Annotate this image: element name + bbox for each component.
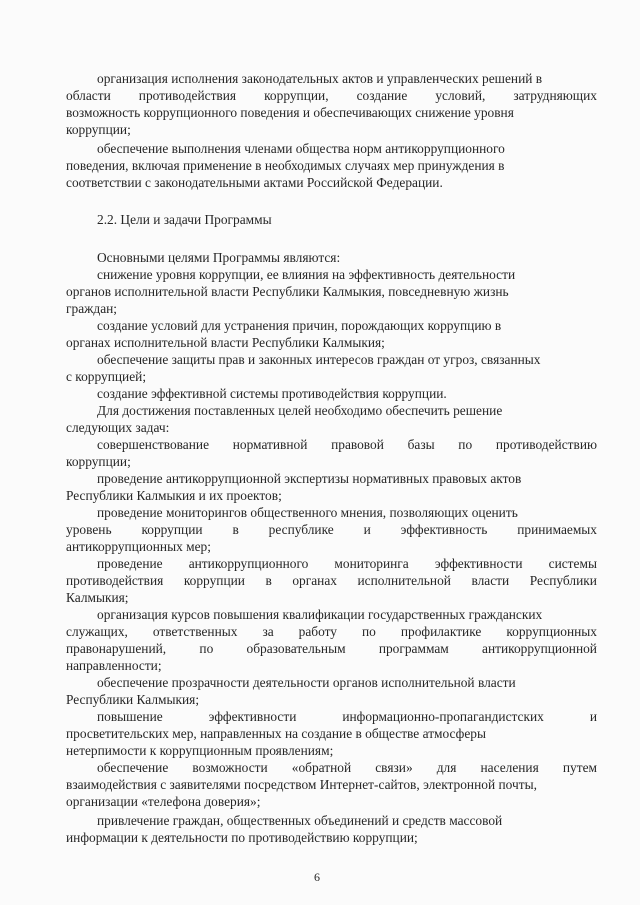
text-line: совершенствование нормативной правовой базы по противодействию (97, 437, 597, 452)
text-line: создание условий для устранения причин, порождающих коррупцию в (97, 318, 502, 333)
text-line: правонарушений, по образовательным программам антикоррупционной (66, 641, 597, 656)
text-line: обеспечение прозрачности деятельности органов исполнительной власти (97, 675, 516, 690)
text-line: снижение уровня коррупции, ее влияния на эффективность деятельности (97, 267, 516, 282)
text-line: следующих задач: (66, 420, 170, 435)
text-line: привлечение граждан, общественных объединений и средств массовой (97, 813, 503, 828)
text-line: проведение мониторингов общественного мнения, позволяющих оценить (97, 505, 518, 520)
text-line: антикоррупционных мер; (66, 539, 211, 554)
text-line: противодействия коррупции в органах исполнительной власти Республики (66, 573, 597, 588)
text-line: повышение эффективности информационно-пропагандистских и (97, 709, 597, 724)
text-line: Республики Калмыкия; (66, 692, 200, 707)
text-line: соответствии с законодательными актами Российской Федерации. (66, 175, 443, 190)
text-line: просветительских мер, направленных на создание в обществе атмосферы (66, 726, 486, 741)
text-line: организации «телефона доверия»; (66, 794, 261, 809)
text-line: организация исполнения законодательных актов и управленческих решений в (97, 71, 543, 86)
text-line: с коррупцией; (66, 369, 147, 384)
text-line: информации к деятельности по противодействию коррупции; (66, 830, 418, 845)
text-line: обеспечение выполнения членами общества норм антикоррупционного (97, 141, 505, 156)
text-line: нетерпимости к коррупционным проявлениям; (66, 743, 334, 758)
text-line: обеспечение защиты прав и законных интересов граждан от угроз, связанных (97, 352, 541, 367)
text-line: обеспечение возможности «обратной связи» для населения путем (97, 760, 597, 775)
text-line: возможность коррупционного поведения и обеспечивающих снижение уровня (66, 105, 514, 120)
text-line: области противодействия коррупции, создание условий, затрудняющих (66, 88, 597, 103)
page-number: 6 (314, 870, 320, 884)
text-line: органов исполнительной власти Республики Калмыкия, повседневную жизнь (66, 284, 509, 299)
text-line: направленности; (66, 658, 162, 673)
text-line: уровень коррупции в республике и эффективность принимаемых (66, 522, 597, 537)
text-line: Республики Калмыкия и их проектов; (66, 488, 282, 503)
text-line: проведение антикоррупционной экспертизы нормативных правовых актов (97, 471, 522, 486)
text-line: граждан; (66, 301, 118, 316)
text-line: Основными целями Программы являются: (97, 250, 341, 265)
text-line: Для достижения поставленных целей необходимо обеспечить решение (97, 403, 503, 418)
text-line: служащих, ответственных за работу по профилактике коррупционных (66, 624, 597, 639)
text-line: Калмыкия; (66, 590, 129, 605)
text-line: взаимодействия с заявителями посредством Интернет-сайтов, электронной почты, (66, 777, 537, 792)
text-line: организация курсов повышения квалификации государственных гражданских (97, 607, 543, 622)
text-line: создание эффективной системы противодействия коррупции. (97, 386, 447, 401)
text-line: коррупции; (66, 454, 131, 469)
text-line: органах исполнительной власти Республики Калмыкия; (66, 335, 385, 350)
text-line: коррупции; (66, 122, 131, 137)
section-heading: 2.2. Цели и задачи Программы (97, 212, 272, 227)
text-line: поведения, включая применение в необходимых случаях мер принуждения в (66, 158, 505, 173)
text-line: проведение антикоррупционного мониторинга эффективности системы (97, 556, 597, 571)
